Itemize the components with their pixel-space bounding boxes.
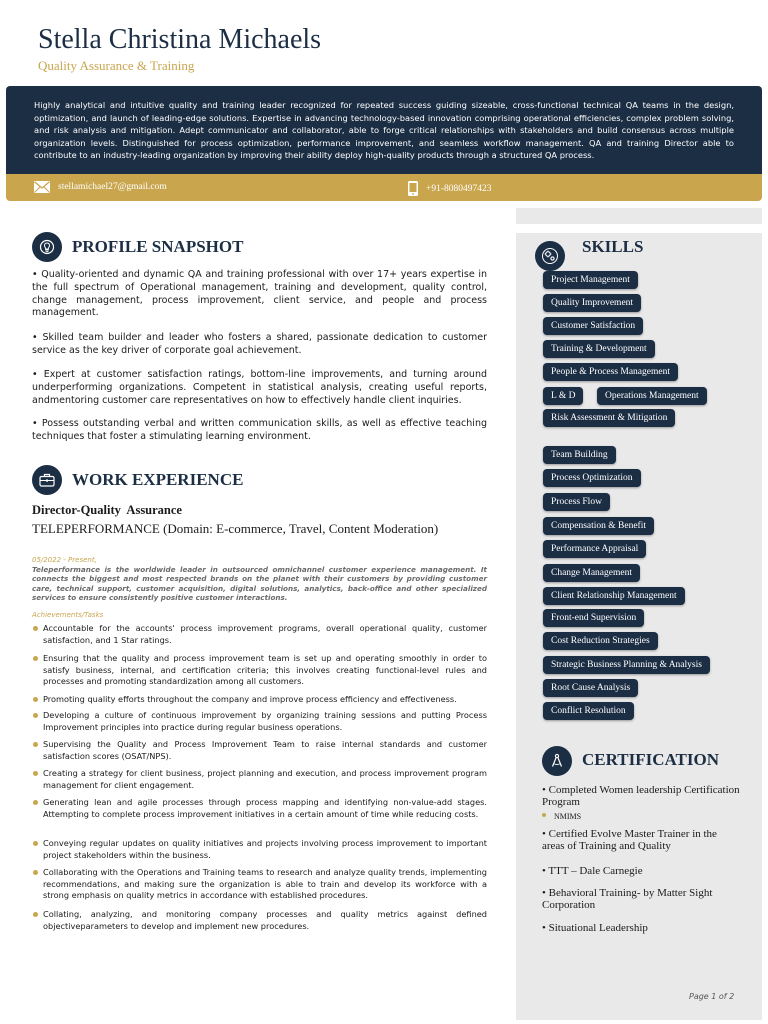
skill-tag: Project Management (543, 271, 638, 289)
profile-bullet-text: Expert at customer satisfaction ratings, bottom-line improvements, and turning around underperforming organizations. Competent in statistical analysis, creating useful reports, andmentoring customer care representatives on how to effectively handle client inquiries. (32, 369, 487, 406)
page-number: Page 1 of 2 (689, 992, 735, 1001)
bullet-marker: • (542, 784, 549, 796)
skill-tag: Process Optimization (543, 469, 641, 487)
skill-tag: Operations Management (597, 387, 707, 405)
certification-issuer: NMIMS (554, 812, 582, 821)
task-item: Supervising the Quality and Process Improvement Team to raise internal standards and customer satisfaction scores (OSAT/NPS). (32, 739, 487, 762)
certification-item (542, 784, 742, 823)
compass-icon (542, 746, 572, 776)
company-name: TELEPERFORMANCE (Domain: E-commerce, Travel, Content Moderation) (32, 521, 439, 536)
summary-text: Highly analytical and intuitive quality and training leader recognized for repeated success guiding sizeable, cross-functional technical QA teams in the design, optimization, and launch of leading-edge solutions. Expertise in advancing technology-based innovation comprising operational efficiencies, complex problem solving, and risk analysis and mitigation. Adept communicator and collaborator, able to forge critical relationships with stakeholders and build consensus across multiple organization levels. Distinguished for process optimization, performance improvement, and seamless workflow management. QA and training Director able to contribute to an industry-leading organization by improving their ability deploy high-quality products through a structured QA process. (34, 100, 734, 160)
tasks-label: Achievements/Tasks (32, 611, 104, 619)
profile-bullet (32, 269, 487, 320)
skill-tag: Strategic Business Planning & Analysis (543, 656, 710, 674)
task-item: Collating, analyzing, and monitoring company processes and quality metrics against defined objectiveparameters to develop and implement new procedures. (32, 909, 487, 932)
task-item: Collaborating with the Operations and Training teams to research and analyze quality trends, implementing recommendations, and making sure the organization is able to train and develop its workforce with a strong emphasis on quality metrics in accordance with established procedures. (32, 867, 487, 902)
lightbulb-icon (32, 232, 62, 262)
skills-section-title: SKILLS (582, 237, 644, 256)
bullet-marker: • (542, 922, 549, 934)
certification-text: Completed Women leadership Certification Program (542, 784, 740, 808)
skill-tag: Training & Development (543, 340, 655, 358)
email-address[interactable]: stellamichael27@gmail.com (58, 182, 167, 192)
skill-tag: Quality Improvement (543, 294, 641, 312)
profile-bullet (32, 332, 487, 358)
skill-tag: People & Process Management (543, 363, 678, 381)
skill-tag: Team Building (543, 446, 616, 464)
contact-bar (6, 174, 762, 201)
email-contact (34, 181, 167, 193)
certification-item (542, 828, 742, 852)
profile-bullet-text: Quality-oriented and dynamic QA and training professional with over 17+ years expertise in the full spectrum of Operational management, training and development, quality control, change management, process improvement, client service, and people and process management. (32, 269, 488, 319)
summary-banner (6, 86, 762, 174)
task-item: Promoting quality efforts throughout the company and improve process efficiency and effectiveness. (32, 694, 487, 706)
task-item: Ensuring that the quality and process improvement team is set up and operating smoothly in order to satisfy business, internal, and certification criteria; this involves creating functional-level rules and processes and promoting standardization among all customers. (32, 653, 487, 688)
bullet-marker: • (32, 332, 43, 343)
bullet-marker: • (542, 828, 549, 840)
certification-text: Behavioral Training- by Matter Sight Corporation (542, 887, 713, 911)
task-item: Developing a culture of continuous improvement by organizing training sessions and putting Process Improvement principles into practice during regular business operations. (32, 710, 487, 733)
skill-tag: Change Management (543, 564, 640, 582)
profile-section-title: PROFILE SNAPSHOT (72, 237, 244, 256)
certification-text: Certified Evolve Master Trainer in the areas of Training and Quality (542, 828, 717, 852)
certification-item (542, 922, 742, 934)
skill-tag: Conflict Resolution (543, 702, 634, 720)
bullet-marker: • (32, 418, 42, 429)
bullet-marker: • (32, 369, 44, 380)
skill-tag: Process Flow (543, 493, 610, 511)
task-item: Creating a strategy for client business, project planning and execution, and process improvement program management for client engagement. (32, 768, 487, 791)
skill-tag: Customer Satisfaction (543, 317, 643, 335)
certification-item (542, 865, 742, 877)
job-title: Director-Quality Assurance (32, 503, 182, 517)
bullet-marker: • (32, 269, 42, 280)
certification-text: TTT – Dale Carnegie (548, 865, 643, 877)
task-item: Generating lean and agile processes through process mapping and identifying non-value-add stages. Attempting to complete process improvement initiatives in a certain amount of time while reducing costs. (32, 797, 487, 820)
certification-text: Situational Leadership (548, 922, 648, 934)
skill-tag: Client Relationship Management (543, 587, 685, 605)
gears-icon (535, 241, 565, 271)
company-description: Teleperformance is the worldwide leader in outsourced omnichannel customer experience management. It connects the biggest and most respected brands on the planet with their customers by providing customer care, technical support, customer acquisition, digital solutions, analytics, back-office and other specialized services to ensure consistently positive customer interactions. (32, 565, 487, 602)
envelope-icon (34, 181, 50, 193)
skill-tag: Cost Reduction Strategies (543, 632, 658, 650)
profile-bullet (32, 369, 487, 407)
task-item: Conveying regular updates on quality initiatives and projects involving process improvement to important project stakeholders within the business. (32, 838, 487, 861)
profile-bullet-text: Possess outstanding verbal and written communication skills, as well as effective teaching techniques that foster a stimulating learning environment. (32, 418, 487, 442)
candidate-name: Stella Christina Michaels (38, 24, 322, 55)
certification-section-title: CERTIFICATION (582, 750, 719, 769)
bullet-marker: • (542, 865, 549, 877)
skill-tag: L & D (543, 387, 583, 405)
candidate-title: Quality Assurance & Training (38, 58, 195, 73)
bullet-marker: • (542, 887, 549, 899)
skill-tag: Performance Appraisal (543, 540, 646, 558)
profile-bullet (32, 418, 487, 444)
certification-item (542, 887, 742, 911)
bullet-marker (542, 813, 546, 817)
profile-bullet-text: Skilled team builder and leader who fosters a shared, passionate dedication to customer service as the key driver of corporate goal achievement. (32, 332, 488, 356)
task-item: Accountable for the accounts' process improvement programs, overall operational quality, customer satisfaction, and 1 Star ratings. (32, 623, 487, 646)
job-dates: 05/2022 - Present, (32, 556, 97, 564)
work-section-title: WORK EXPERIENCE (72, 470, 244, 489)
phone-contact (408, 181, 492, 196)
skill-tag: Compensation & Benefit (543, 517, 654, 535)
skill-tag: Root Cause Analysis (543, 679, 638, 697)
skill-tag: Risk Assessment & Mitigation (543, 409, 675, 427)
phone-icon (408, 181, 418, 196)
sidebar-divider (516, 224, 762, 233)
phone-number[interactable]: +91-8080497423 (426, 183, 492, 194)
skill-tag: Front-end Supervision (543, 609, 644, 627)
briefcase-icon (32, 465, 62, 495)
